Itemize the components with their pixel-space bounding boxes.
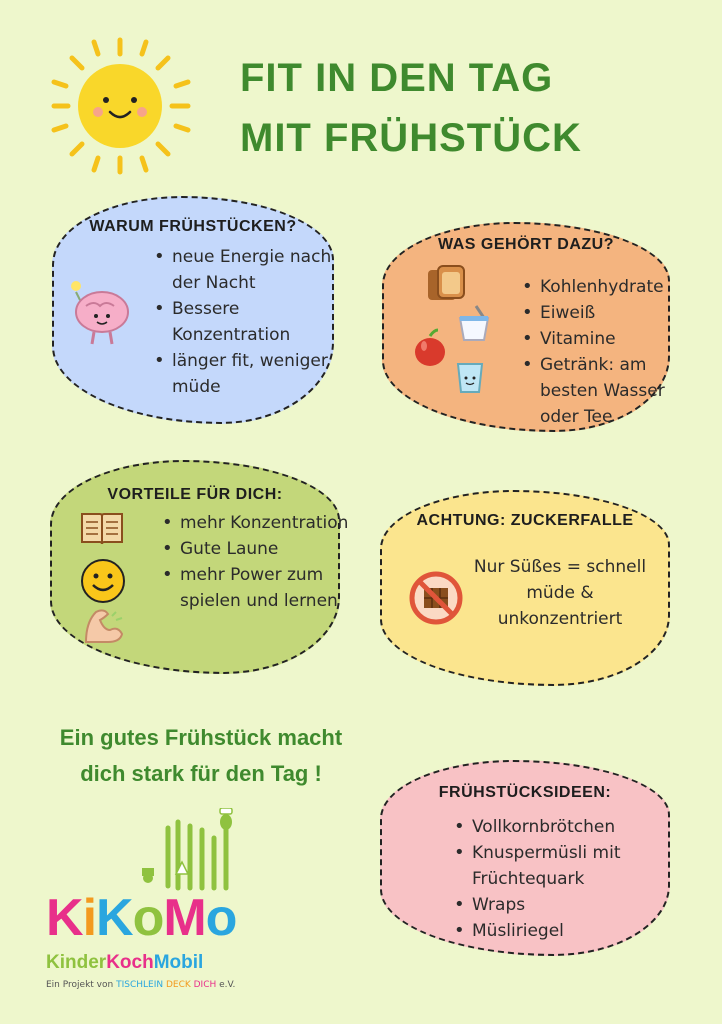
- bread-icon: [424, 262, 468, 304]
- what-box: [382, 222, 670, 432]
- tagline-part: DICH: [193, 980, 217, 990]
- slogan-line-1: Ein gutes Frühstück macht: [59, 725, 343, 750]
- why-box: [52, 196, 334, 424]
- muscle-icon: [82, 606, 126, 646]
- logo-letter: i: [82, 889, 97, 947]
- ideas-title: FRÜHSTÜCKSIDEEN:: [438, 784, 612, 801]
- title-line-1: FIT IN DEN TAG: [240, 56, 554, 100]
- list-item: • Kohlenhydrate: [540, 274, 680, 300]
- logo-letter: o: [132, 889, 164, 947]
- logo-sub-part: Koch: [106, 952, 154, 973]
- list-item: • Eiweiß: [540, 300, 680, 326]
- warning-text: Nur Süßes = schnell müde & unkonzentriert: [473, 557, 647, 629]
- logo-letter: o: [205, 889, 237, 947]
- why-title: WARUM FRÜHSTÜCKEN?: [89, 218, 297, 235]
- logo-subtitle: [46, 952, 203, 974]
- list-item: • mehr Power zum spielen und lernen: [180, 562, 360, 614]
- list-item: • Gute Laune: [180, 536, 360, 562]
- list-item: • mehr Konzentration: [180, 510, 360, 536]
- sun-icon: [48, 36, 198, 176]
- list-item: • Müsliriegel: [472, 918, 672, 944]
- title-line-2: MIT FRÜHSTÜCK: [240, 116, 582, 160]
- no-chocolate-icon: [408, 570, 464, 626]
- tagline-part: DECK: [165, 980, 194, 990]
- ideas-box: [380, 760, 670, 956]
- slogan-line-2: dich stark für den Tag !: [80, 761, 322, 786]
- book-icon: [80, 510, 124, 546]
- cutlery-family-icon: [130, 808, 250, 892]
- logo-wordmark: [46, 888, 236, 948]
- list-item: • länger fit, weniger müde: [172, 348, 352, 400]
- yogurt-icon: [454, 304, 494, 344]
- list-item: • Getränk: am besten Wasser oder Tee: [540, 352, 680, 430]
- warning-title: ACHTUNG: ZUCKERFALLE: [416, 512, 634, 529]
- logo-sub-part: Kinder: [46, 952, 107, 973]
- brain-icon: [66, 278, 136, 348]
- benefits-box: [50, 460, 349, 674]
- what-title: WAS GEHÖRT DAZU?: [438, 236, 614, 253]
- water-glass-icon: [454, 360, 486, 396]
- list-item: • Knuspermüsli mit Früchtequark: [472, 840, 672, 892]
- page-title: [240, 48, 640, 168]
- list-item: • neue Energie nach der Nacht: [172, 244, 352, 296]
- logo-letter: K: [96, 889, 133, 947]
- list-item: • Vollkornbrötchen: [472, 814, 672, 840]
- tagline-part: TISCHLEIN: [116, 980, 166, 990]
- logo-letter: M: [163, 889, 206, 947]
- benefits-title: VORTEILE FÜR DICH:: [107, 486, 283, 503]
- list-item: • Bessere Konzentration: [172, 296, 352, 348]
- tagline-prefix: Ein Projekt von: [46, 980, 117, 990]
- logo-letter: K: [46, 889, 83, 947]
- tagline-suffix: e.V.: [216, 980, 236, 990]
- apple-icon: [412, 328, 448, 368]
- list-item: • Wraps: [472, 892, 672, 918]
- logo-sub-part: Mobil: [153, 952, 204, 973]
- logo-tagline: [46, 980, 235, 990]
- smiley-icon: [80, 558, 126, 604]
- slogan: [36, 720, 366, 792]
- list-item: • Vitamine: [540, 326, 680, 352]
- warning-box: [380, 490, 670, 686]
